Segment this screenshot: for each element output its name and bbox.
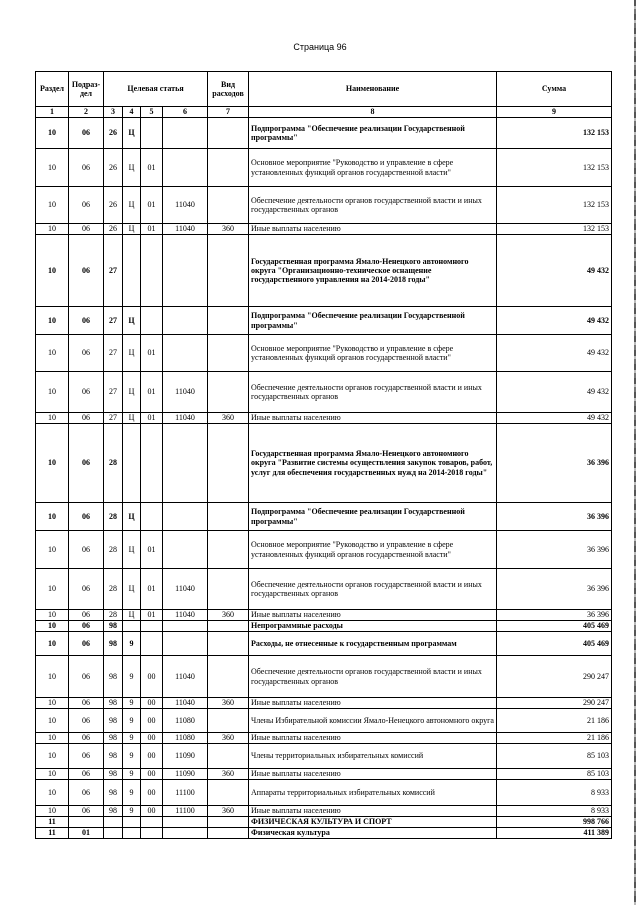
- table-row: [36, 235, 612, 307]
- table-row: [36, 335, 612, 372]
- celevaya-cell-1: 26: [104, 224, 123, 235]
- celevaya-cell-1: [104, 828, 123, 839]
- celevaya-cell-3: 01: [141, 569, 163, 610]
- celevaya-cell-3: 01: [141, 610, 163, 621]
- podrazdel-cell: 06: [69, 780, 104, 806]
- vid-rashodov-cell: 360: [208, 769, 249, 780]
- celevaya-cell-1: 27: [104, 335, 123, 372]
- podrazdel-cell: 06: [69, 632, 104, 656]
- table-row: [36, 828, 612, 839]
- naimenovanie-cell: Иные выплаты населению: [249, 806, 497, 817]
- vid-rashodov-cell: 360: [208, 733, 249, 744]
- summa-cell: 49 432: [497, 235, 612, 307]
- naimenovanie-cell: Государственная программа Ямало-Ненецкого автономного округа "Организационно-техническое оснащение государственного управления на 2014-2018 годы": [249, 235, 497, 307]
- celevaya-cell-2: Ц: [123, 569, 141, 610]
- celevaya-cell-1: 98: [104, 744, 123, 769]
- celevaya-cell-4: [163, 531, 208, 569]
- col-number: 1: [36, 107, 69, 118]
- table-row: [36, 769, 612, 780]
- vid-rashodov-cell: [208, 372, 249, 413]
- naimenovanie-cell: Иные выплаты населению: [249, 733, 497, 744]
- celevaya-cell-1: 26: [104, 118, 123, 149]
- celevaya-cell-1: 26: [104, 149, 123, 187]
- celevaya-cell-4: [163, 828, 208, 839]
- razdel-cell: 10: [36, 187, 69, 224]
- col-number: 2: [69, 107, 104, 118]
- celevaya-cell-2: Ц: [123, 118, 141, 149]
- celevaya-cell-1: 27: [104, 307, 123, 335]
- summa-cell: 36 396: [497, 503, 612, 531]
- podrazdel-cell: 06: [69, 413, 104, 424]
- vid-rashodov-cell: 360: [208, 698, 249, 709]
- celevaya-cell-3: [141, 424, 163, 503]
- vid-rashodov-cell: [208, 187, 249, 224]
- vid-rashodov-cell: [208, 569, 249, 610]
- celevaya-cell-2: Ц: [123, 307, 141, 335]
- celevaya-cell-1: 98: [104, 709, 123, 733]
- naimenovanie-cell: Подпрограмма "Обеспечение реализации Государственной программы": [249, 307, 497, 335]
- naimenovanie-cell: Иные выплаты населению: [249, 769, 497, 780]
- razdel-cell: 10: [36, 806, 69, 817]
- podrazdel-cell: 01: [69, 828, 104, 839]
- celevaya-cell-3: [141, 817, 163, 828]
- celevaya-cell-3: 00: [141, 744, 163, 769]
- summa-cell: 85 103: [497, 769, 612, 780]
- table-row: [36, 632, 612, 656]
- vid-rashodov-cell: 360: [208, 224, 249, 235]
- table-row: [36, 424, 612, 503]
- celevaya-cell-3: 01: [141, 149, 163, 187]
- podrazdel-cell: 06: [69, 335, 104, 372]
- summa-cell: 132 153: [497, 224, 612, 235]
- podrazdel-cell: 06: [69, 569, 104, 610]
- razdel-cell: 10: [36, 709, 69, 733]
- header-podrazdel: Подраз- дел: [69, 72, 104, 107]
- celevaya-cell-3: [141, 828, 163, 839]
- table-row: [36, 307, 612, 335]
- celevaya-cell-4: 11080: [163, 733, 208, 744]
- col-number: 3: [104, 107, 123, 118]
- razdel-cell: 10: [36, 621, 69, 632]
- razdel-cell: 10: [36, 424, 69, 503]
- table-row: [36, 610, 612, 621]
- celevaya-cell-2: 9: [123, 744, 141, 769]
- podrazdel-cell: 06: [69, 149, 104, 187]
- celevaya-cell-3: 00: [141, 780, 163, 806]
- table-row: [36, 744, 612, 769]
- header-razdel: Раздел: [36, 72, 69, 107]
- celevaya-cell-1: 28: [104, 569, 123, 610]
- celevaya-cell-3: 01: [141, 187, 163, 224]
- celevaya-cell-2: 9: [123, 698, 141, 709]
- naimenovanie-cell: Иные выплаты населению: [249, 698, 497, 709]
- summa-cell: 290 247: [497, 698, 612, 709]
- celevaya-cell-3: 00: [141, 733, 163, 744]
- table-row: [36, 806, 612, 817]
- header-row: [36, 72, 612, 107]
- celevaya-cell-1: 26: [104, 187, 123, 224]
- summa-cell: 36 396: [497, 424, 612, 503]
- celevaya-cell-2: 9: [123, 632, 141, 656]
- budget-table: [35, 71, 612, 839]
- celevaya-cell-3: 00: [141, 709, 163, 733]
- vid-rashodov-cell: [208, 335, 249, 372]
- celevaya-cell-2: [123, 621, 141, 632]
- naimenovanie-cell: Подпрограмма "Обеспечение реализации Государственной программы": [249, 118, 497, 149]
- summa-cell: 21 186: [497, 733, 612, 744]
- podrazdel-cell: 06: [69, 709, 104, 733]
- summa-cell: 290 247: [497, 656, 612, 698]
- podrazdel-cell: 06: [69, 118, 104, 149]
- table-row: [36, 149, 612, 187]
- vid-rashodov-cell: 360: [208, 610, 249, 621]
- podrazdel-cell: 06: [69, 656, 104, 698]
- celevaya-cell-4: [163, 503, 208, 531]
- vid-rashodov-cell: [208, 235, 249, 307]
- naimenovanie-cell: Непрограммные расходы: [249, 621, 497, 632]
- summa-cell: 36 396: [497, 569, 612, 610]
- naimenovanie-cell: Обеспечение деятельности органов государственной власти и иных государственных органов: [249, 656, 497, 698]
- celevaya-cell-3: [141, 118, 163, 149]
- naimenovanie-cell: Расходы, не отнесенные к государственным программам: [249, 632, 497, 656]
- celevaya-cell-2: 9: [123, 769, 141, 780]
- podrazdel-cell: 06: [69, 503, 104, 531]
- podrazdel-cell: 06: [69, 733, 104, 744]
- naimenovanie-cell: Обеспечение деятельности органов государственной власти и иных государственных органов: [249, 372, 497, 413]
- header-naimenovanie: Наименование: [249, 72, 497, 107]
- podrazdel-cell: [69, 817, 104, 828]
- celevaya-cell-4: [163, 118, 208, 149]
- celevaya-cell-2: Ц: [123, 531, 141, 569]
- celevaya-cell-1: [104, 817, 123, 828]
- celevaya-cell-4: 11040: [163, 372, 208, 413]
- razdel-cell: 10: [36, 235, 69, 307]
- table-row: [36, 733, 612, 744]
- celevaya-cell-2: Ц: [123, 224, 141, 235]
- razdel-cell: 10: [36, 780, 69, 806]
- celevaya-cell-2: Ц: [123, 372, 141, 413]
- vid-rashodov-cell: [208, 149, 249, 187]
- col-number: 5: [141, 107, 163, 118]
- celevaya-cell-3: [141, 503, 163, 531]
- podrazdel-cell: 06: [69, 531, 104, 569]
- summa-cell: 49 432: [497, 307, 612, 335]
- vid-rashodov-cell: 360: [208, 413, 249, 424]
- celevaya-cell-1: 98: [104, 656, 123, 698]
- celevaya-cell-3: 01: [141, 531, 163, 569]
- razdel-cell: 10: [36, 656, 69, 698]
- celevaya-cell-4: 11090: [163, 744, 208, 769]
- podrazdel-cell: 06: [69, 610, 104, 621]
- celevaya-cell-4: [163, 307, 208, 335]
- vid-rashodov-cell: [208, 531, 249, 569]
- celevaya-cell-2: 9: [123, 733, 141, 744]
- celevaya-cell-2: Ц: [123, 149, 141, 187]
- table-row: [36, 531, 612, 569]
- vid-rashodov-cell: 360: [208, 806, 249, 817]
- celevaya-cell-4: 11040: [163, 187, 208, 224]
- celevaya-cell-3: 01: [141, 372, 163, 413]
- scan-edge: [634, 0, 636, 905]
- podrazdel-cell: 06: [69, 224, 104, 235]
- summa-cell: 405 469: [497, 621, 612, 632]
- celevaya-cell-2: Ц: [123, 610, 141, 621]
- podrazdel-cell: 06: [69, 235, 104, 307]
- celevaya-cell-2: 9: [123, 806, 141, 817]
- razdel-cell: 11: [36, 817, 69, 828]
- celevaya-cell-2: Ц: [123, 335, 141, 372]
- celevaya-cell-1: 98: [104, 632, 123, 656]
- celevaya-cell-4: 11040: [163, 224, 208, 235]
- celevaya-cell-1: 28: [104, 531, 123, 569]
- razdel-cell: 10: [36, 149, 69, 187]
- summa-cell: 21 186: [497, 709, 612, 733]
- naimenovanie-cell: Иные выплаты населению: [249, 610, 497, 621]
- celevaya-cell-2: 9: [123, 656, 141, 698]
- celevaya-cell-4: 11100: [163, 806, 208, 817]
- table-row: [36, 569, 612, 610]
- naimenovanie-cell: Иные выплаты населению: [249, 224, 497, 235]
- podrazdel-cell: 06: [69, 424, 104, 503]
- vid-rashodov-cell: [208, 709, 249, 733]
- vid-rashodov-cell: [208, 632, 249, 656]
- celevaya-cell-1: 28: [104, 610, 123, 621]
- celevaya-cell-2: Ц: [123, 187, 141, 224]
- vid-rashodov-cell: [208, 817, 249, 828]
- celevaya-cell-4: 11100: [163, 780, 208, 806]
- celevaya-cell-2: Ц: [123, 413, 141, 424]
- col-number: 4: [123, 107, 141, 118]
- celevaya-cell-1: 98: [104, 621, 123, 632]
- razdel-cell: 10: [36, 733, 69, 744]
- celevaya-cell-3: 01: [141, 413, 163, 424]
- celevaya-cell-4: [163, 335, 208, 372]
- celevaya-cell-4: [163, 149, 208, 187]
- table-row: [36, 118, 612, 149]
- podrazdel-cell: 06: [69, 698, 104, 709]
- celevaya-cell-3: 00: [141, 806, 163, 817]
- celevaya-cell-2: Ц: [123, 503, 141, 531]
- table-row: [36, 656, 612, 698]
- col-number: 9: [497, 107, 612, 118]
- naimenovanie-cell: Основное мероприятие "Руководство и управление в сфере установленных функций органов государственной власти": [249, 531, 497, 569]
- celevaya-cell-1: 98: [104, 806, 123, 817]
- celevaya-cell-2: [123, 424, 141, 503]
- razdel-cell: 10: [36, 531, 69, 569]
- celevaya-cell-4: [163, 621, 208, 632]
- column-number-row: [36, 107, 612, 118]
- celevaya-cell-2: 9: [123, 709, 141, 733]
- celevaya-cell-4: 11040: [163, 569, 208, 610]
- vid-rashodov-cell: [208, 744, 249, 769]
- celevaya-cell-1: 98: [104, 733, 123, 744]
- celevaya-cell-1: 98: [104, 780, 123, 806]
- page-title: Страница 96: [293, 42, 347, 52]
- table-row: [36, 503, 612, 531]
- naimenovanie-cell: Аппараты территориальных избирательных комиссий: [249, 780, 497, 806]
- naimenovanie-cell: Основное мероприятие "Руководство и управление в сфере установленных функций органов государственной власти": [249, 149, 497, 187]
- col-number: 6: [163, 107, 208, 118]
- celevaya-cell-2: [123, 817, 141, 828]
- celevaya-cell-4: [163, 235, 208, 307]
- razdel-cell: 10: [36, 698, 69, 709]
- summa-cell: 49 432: [497, 413, 612, 424]
- table-row: [36, 413, 612, 424]
- razdel-cell: 10: [36, 769, 69, 780]
- celevaya-cell-2: 9: [123, 780, 141, 806]
- podrazdel-cell: 06: [69, 621, 104, 632]
- celevaya-cell-4: [163, 424, 208, 503]
- naimenovanie-cell: Основное мероприятие "Руководство и управление в сфере установленных функций органов государственной власти": [249, 335, 497, 372]
- razdel-cell: 10: [36, 569, 69, 610]
- table-row: [36, 372, 612, 413]
- celevaya-cell-2: [123, 235, 141, 307]
- vid-rashodov-cell: [208, 424, 249, 503]
- celevaya-cell-3: 00: [141, 698, 163, 709]
- naimenovanie-cell: ФИЗИЧЕСКАЯ КУЛЬТУРА И СПОРТ: [249, 817, 497, 828]
- celevaya-cell-4: 11090: [163, 769, 208, 780]
- naimenovanie-cell: Иные выплаты населению: [249, 413, 497, 424]
- summa-cell: 49 432: [497, 372, 612, 413]
- naimenovanie-cell: Физическая культура: [249, 828, 497, 839]
- summa-cell: 411 389: [497, 828, 612, 839]
- celevaya-cell-4: [163, 817, 208, 828]
- summa-cell: 36 396: [497, 531, 612, 569]
- celevaya-cell-1: 27: [104, 372, 123, 413]
- razdel-cell: 10: [36, 224, 69, 235]
- col-number: 7: [208, 107, 249, 118]
- header-summa: Сумма: [497, 72, 612, 107]
- razdel-cell: 10: [36, 632, 69, 656]
- summa-cell: 132 153: [497, 187, 612, 224]
- naimenovanie-cell: Обеспечение деятельности органов государственной власти и иных государственных органов: [249, 187, 497, 224]
- razdel-cell: 10: [36, 744, 69, 769]
- vid-rashodov-cell: [208, 656, 249, 698]
- table-row: [36, 709, 612, 733]
- razdel-cell: 10: [36, 503, 69, 531]
- celevaya-cell-4: 11040: [163, 413, 208, 424]
- celevaya-cell-1: 98: [104, 698, 123, 709]
- razdel-cell: 10: [36, 413, 69, 424]
- table-row: [36, 817, 612, 828]
- razdel-cell: 10: [36, 307, 69, 335]
- summa-cell: 36 396: [497, 610, 612, 621]
- celevaya-cell-3: [141, 235, 163, 307]
- naimenovanie-cell: Члены Избирательной комиссии Ямало-Ненецкого автономного округа: [249, 709, 497, 733]
- table-row: [36, 698, 612, 709]
- naimenovanie-cell: Подпрограмма "Обеспечение реализации Государственной программы": [249, 503, 497, 531]
- table-row: [36, 224, 612, 235]
- celevaya-cell-4: 11040: [163, 656, 208, 698]
- celevaya-cell-3: [141, 307, 163, 335]
- podrazdel-cell: 06: [69, 806, 104, 817]
- razdel-cell: 10: [36, 372, 69, 413]
- celevaya-cell-4: [163, 632, 208, 656]
- naimenovanie-cell: Обеспечение деятельности органов государственной власти и иных государственных органов: [249, 569, 497, 610]
- celevaya-cell-1: 28: [104, 503, 123, 531]
- header-celevaya-statya: Целевая статья: [104, 72, 208, 107]
- razdel-cell: 11: [36, 828, 69, 839]
- celevaya-cell-4: 11040: [163, 698, 208, 709]
- razdel-cell: 10: [36, 335, 69, 372]
- celevaya-cell-3: [141, 621, 163, 632]
- podrazdel-cell: 06: [69, 744, 104, 769]
- summa-cell: 132 153: [497, 118, 612, 149]
- podrazdel-cell: 06: [69, 307, 104, 335]
- celevaya-cell-3: 01: [141, 335, 163, 372]
- celevaya-cell-4: 11040: [163, 610, 208, 621]
- summa-cell: 405 469: [497, 632, 612, 656]
- naimenovanie-cell: Члены территориальных избирательных комиссий: [249, 744, 497, 769]
- table-row: [36, 187, 612, 224]
- podrazdel-cell: 06: [69, 769, 104, 780]
- summa-cell: 132 153: [497, 149, 612, 187]
- razdel-cell: 10: [36, 610, 69, 621]
- celevaya-cell-4: 11080: [163, 709, 208, 733]
- summa-cell: 8 933: [497, 806, 612, 817]
- vid-rashodov-cell: [208, 503, 249, 531]
- col-number: 8: [249, 107, 497, 118]
- table-row: [36, 621, 612, 632]
- naimenovanie-cell: Государственная программа Ямало-Ненецкого автономного округа "Развитие системы осуществления закупок товаров, работ, услуг для обеспечения государственных нужд на 2014-2018 годы": [249, 424, 497, 503]
- podrazdel-cell: 06: [69, 372, 104, 413]
- vid-rashodov-cell: [208, 828, 249, 839]
- header-vid-rashodov: Вид расходов: [208, 72, 249, 107]
- celevaya-cell-1: 27: [104, 413, 123, 424]
- celevaya-cell-3: 00: [141, 769, 163, 780]
- summa-cell: 8 933: [497, 780, 612, 806]
- summa-cell: 49 432: [497, 335, 612, 372]
- table-row: [36, 780, 612, 806]
- summa-cell: 998 766: [497, 817, 612, 828]
- celevaya-cell-1: 27: [104, 235, 123, 307]
- celevaya-cell-1: 98: [104, 769, 123, 780]
- celevaya-cell-3: 01: [141, 224, 163, 235]
- razdel-cell: 10: [36, 118, 69, 149]
- summa-cell: 85 103: [497, 744, 612, 769]
- vid-rashodov-cell: [208, 307, 249, 335]
- podrazdel-cell: 06: [69, 187, 104, 224]
- vid-rashodov-cell: [208, 780, 249, 806]
- celevaya-cell-3: 00: [141, 656, 163, 698]
- celevaya-cell-2: [123, 828, 141, 839]
- vid-rashodov-cell: [208, 118, 249, 149]
- celevaya-cell-1: 28: [104, 424, 123, 503]
- vid-rashodov-cell: [208, 621, 249, 632]
- celevaya-cell-3: [141, 632, 163, 656]
